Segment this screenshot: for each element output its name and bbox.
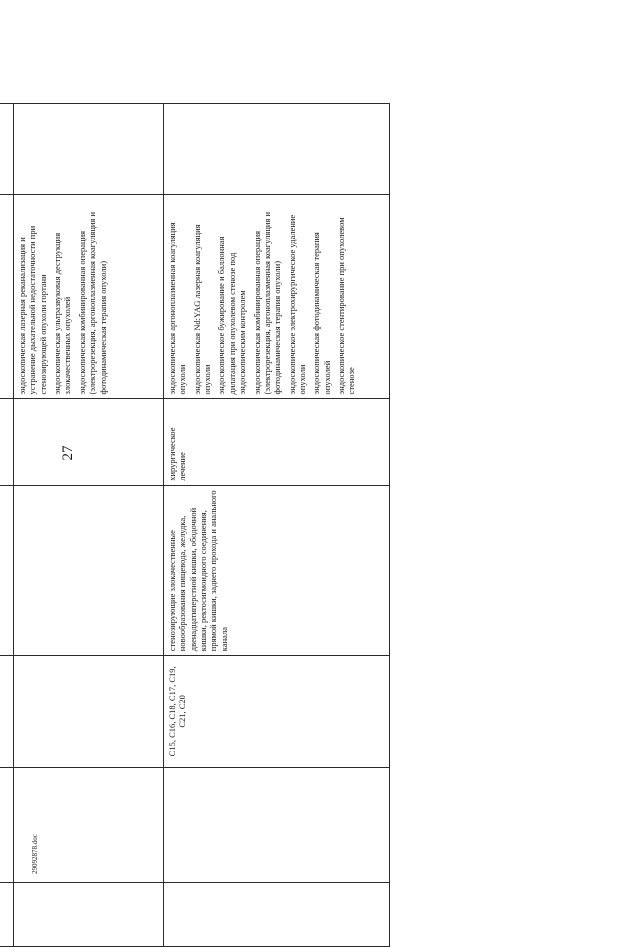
- cell-methods: [14, 194, 164, 399]
- cell-icd: C15, C16, C18, C17, C19, C21, C20: [164, 656, 390, 767]
- cell-vmp-name: [164, 767, 390, 883]
- header-cost-norm: [0, 104, 14, 195]
- cell-methods: [164, 194, 390, 399]
- vmp-table: [0, 103, 390, 947]
- cell-group-no: [164, 883, 390, 947]
- method-item: эндоскопическое электрохирургическое удаление опухоли: [286, 214, 307, 395]
- method-item: эндоскопическая ультразвуковая деструкция злокачественных опухолей: [52, 232, 73, 395]
- cell-treatment-type: хирургическое лечение: [164, 399, 390, 485]
- table-row: [164, 104, 390, 947]
- method-list: [167, 199, 357, 395]
- method-item: эндоскопическая комбинированная операция (электрорезекция, аргоноплазменная коагуляция и фотодинамическая терапия опухоли): [76, 211, 108, 395]
- method-item: эндоскопическая фотодинамическая терапия опухолей: [311, 232, 332, 395]
- cell-icd: [14, 656, 164, 767]
- cell-group-no: [14, 883, 164, 947]
- method-list: [17, 199, 108, 395]
- header-vmp-name: [0, 767, 14, 883]
- cell-treatment-type: [14, 399, 164, 485]
- footer-filename: 29092878.doc: [31, 834, 39, 874]
- header-patient-model: [0, 485, 14, 655]
- cell-vmp-name: [14, 767, 164, 883]
- table-row: [14, 104, 164, 947]
- method-item: эндоскопическая аргоноплазменная коагуляция опухоли: [167, 222, 188, 395]
- method-item: эндоскопическое бужирование и баллонная дилатация при опухолевом стенозе под эндоскопическим контролем: [216, 236, 248, 395]
- header-group-no: [0, 883, 14, 947]
- header-icd-codes: [0, 656, 14, 767]
- cell-patient-model: стенозирующие злокачественные новообразования пищевода, желудка, двенадцатиперстной кишки, ободочной кишки, ректосигмоидного соединения, прямой кишки, заднего прохода и анального канала: [164, 485, 390, 655]
- page-number: 27: [60, 445, 76, 461]
- method-item: эндоскопическое стентирование при опухолевом стенозе: [336, 217, 357, 395]
- cell-cost-norm: [164, 104, 390, 195]
- cell-cost-norm: [14, 104, 164, 195]
- table-header-row: [0, 104, 14, 947]
- header-treatment-method: [0, 194, 14, 399]
- header-treatment-type: [0, 399, 14, 485]
- method-item: эндоскопическая комбинированная операция (электрорезекция, аргоноплазменная коагуляция и фотодинамическая терапия опухоли): [251, 211, 283, 395]
- cell-patient-model: [14, 485, 164, 655]
- method-item: эндоскопическая лазерная реканализация и устранение дыхательной недостаточности при стенозирующей опухоли гортани: [17, 225, 48, 395]
- method-item: эндоскопическая Nd:YAG лазерная коагуляция опухоли: [191, 224, 213, 395]
